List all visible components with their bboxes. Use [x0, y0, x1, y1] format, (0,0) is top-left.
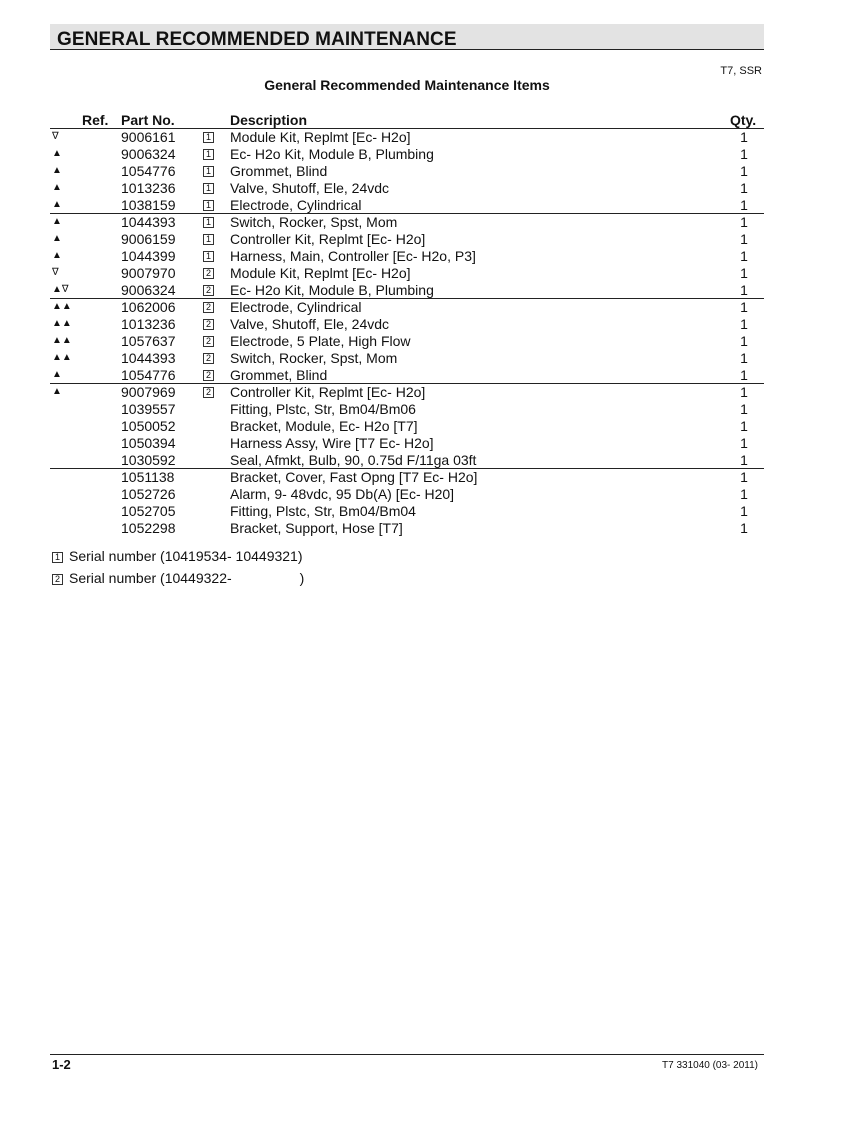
- table-row: [0, 333, 866, 350]
- description: Module Kit, Replmt [Ec- H2o]: [230, 129, 411, 145]
- description: Switch, Rocker, Spst, Mom: [230, 350, 398, 366]
- ref-marker: ▲: [52, 216, 62, 227]
- footer-divider: [50, 1054, 764, 1055]
- quantity: 1: [740, 503, 748, 519]
- description: Electrode, 5 Plate, High Flow: [230, 333, 411, 349]
- quantity: 1: [740, 401, 748, 417]
- serial-range-box-icon: 2: [203, 285, 214, 296]
- serial-range-box-icon: 1: [203, 217, 214, 228]
- footnote-serial-2: [52, 570, 304, 586]
- description: Electrode, Cylindrical: [230, 299, 362, 315]
- quantity: 1: [740, 265, 748, 281]
- description: Grommet, Blind: [230, 367, 328, 383]
- table-row: [0, 435, 866, 452]
- serial-range-box-icon: 2: [203, 319, 214, 330]
- part-number: 1044399: [121, 248, 176, 264]
- quantity: 1: [740, 452, 748, 468]
- quantity: 1: [740, 316, 748, 332]
- table-row: [0, 146, 866, 163]
- description: Alarm, 9- 48vdc, 95 Db(A) [Ec- H20]: [230, 486, 455, 502]
- part-number: 9006324: [121, 282, 176, 298]
- document-id: T7 331040 (03- 2011): [662, 1060, 758, 1071]
- table-row: [0, 299, 866, 316]
- footnote-text: Serial number (10419534- 10449321): [69, 548, 303, 564]
- table-row: [0, 231, 866, 248]
- page-number: 1-2: [52, 1057, 71, 1072]
- ref-marker: ∇: [52, 267, 59, 278]
- description: Switch, Rocker, Spst, Mom: [230, 214, 398, 230]
- ref-marker: ▲▲: [52, 318, 72, 329]
- description: Valve, Shutoff, Ele, 24vdc: [230, 316, 390, 332]
- part-number: 9006159: [121, 231, 176, 247]
- table-row: [0, 265, 866, 282]
- part-number: 9007969: [121, 384, 176, 400]
- part-number: 1054776: [121, 367, 176, 383]
- ref-marker: ▲: [52, 182, 62, 193]
- part-number: 1039557: [121, 401, 176, 417]
- part-number: 1052705: [121, 503, 176, 519]
- table-row: [0, 384, 866, 401]
- table-row: [0, 452, 866, 469]
- table-row: [0, 401, 866, 418]
- part-number: 9006161: [121, 129, 176, 145]
- description: Valve, Shutoff, Ele, 24vdc: [230, 180, 390, 196]
- quantity: 1: [740, 163, 748, 179]
- description: Seal, Afmkt, Bulb, 90, 0.75d F/11ga 03ft: [230, 452, 477, 468]
- serial-range-box-icon: 2: [203, 302, 214, 313]
- footnote-suffix: ): [299, 570, 305, 586]
- quantity: 1: [740, 486, 748, 502]
- description: Controller Kit, Replmt [Ec- H2o]: [230, 231, 426, 247]
- serial-range-box-icon: 1: [203, 200, 214, 211]
- description: Ec- H2o Kit, Module B, Plumbing: [230, 282, 434, 298]
- quantity: 1: [740, 282, 748, 298]
- part-number: 1050052: [121, 418, 176, 434]
- section-title: GENERAL RECOMMENDED MAINTENANCE: [57, 29, 457, 50]
- description: Module Kit, Replmt [Ec- H2o]: [230, 265, 411, 281]
- table-row: [0, 350, 866, 367]
- quantity: 1: [740, 350, 748, 366]
- ref-marker: ▲: [52, 386, 62, 397]
- description: Bracket, Cover, Fast Opng [T7 Ec- H2o]: [230, 469, 478, 485]
- model-tag: T7, SSR: [720, 65, 762, 77]
- table-row: [0, 316, 866, 333]
- footnote-text: Serial number (10449322-: [69, 570, 232, 586]
- part-number: 1013236: [121, 180, 176, 196]
- description: Fitting, Plstc, Str, Bm04/Bm04: [230, 503, 416, 519]
- part-number: 9007970: [121, 265, 176, 281]
- part-number: 1030592: [121, 452, 176, 468]
- ref-marker: ▲: [52, 369, 62, 380]
- quantity: 1: [740, 299, 748, 315]
- section-header-bar: [50, 24, 764, 50]
- ref-marker: ▲: [52, 148, 62, 159]
- table-row: [0, 129, 866, 146]
- description: Bracket, Module, Ec- H2o [T7]: [230, 418, 418, 434]
- serial-range-box-icon: 1: [203, 251, 214, 262]
- part-number: 1054776: [121, 163, 176, 179]
- part-number: 1013236: [121, 316, 176, 332]
- ref-marker: ▲: [52, 165, 62, 176]
- quantity: 1: [740, 384, 748, 400]
- parts-table-body: [0, 129, 866, 537]
- serial-range-box-icon: 2: [203, 370, 214, 381]
- description: Harness Assy, Wire [T7 Ec- H2o]: [230, 435, 434, 451]
- serial-range-box-icon: 2: [203, 353, 214, 364]
- table-row: [0, 486, 866, 503]
- part-number: 1052298: [121, 520, 176, 536]
- quantity: 1: [740, 469, 748, 485]
- table-row: [0, 214, 866, 231]
- description: Electrode, Cylindrical: [230, 197, 362, 213]
- description: Grommet, Blind: [230, 163, 328, 179]
- ref-marker: ▲: [52, 199, 62, 210]
- table-title: General Recommended Maintenance Items: [264, 77, 550, 93]
- serial-range-box-icon: 2: [203, 387, 214, 398]
- quantity: 1: [740, 435, 748, 451]
- quantity: 1: [740, 146, 748, 162]
- ref-marker: ▲∇: [52, 284, 69, 295]
- description: Ec- H2o Kit, Module B, Plumbing: [230, 146, 434, 162]
- ref-marker: ▲▲: [52, 301, 72, 312]
- table-row: [0, 180, 866, 197]
- part-number: 1057637: [121, 333, 176, 349]
- quantity: 1: [740, 129, 748, 145]
- part-number: 1044393: [121, 350, 176, 366]
- part-number: 1038159: [121, 197, 176, 213]
- quantity: 1: [740, 231, 748, 247]
- description: Controller Kit, Replmt [Ec- H2o]: [230, 384, 426, 400]
- part-number: 1052726: [121, 486, 176, 502]
- footnote-serial-1: [52, 548, 303, 564]
- serial-range-box-icon: 1: [203, 183, 214, 194]
- description: Fitting, Plstc, Str, Bm04/Bm06: [230, 401, 416, 417]
- serial-range-box-icon: 1: [203, 149, 214, 160]
- part-number: 1044393: [121, 214, 176, 230]
- column-header-description: Description: [230, 112, 308, 128]
- serial-range-box-icon: 2: [203, 268, 214, 279]
- description: Harness, Main, Controller [Ec- H2o, P3]: [230, 248, 476, 264]
- serial-range-box-icon: 1: [203, 132, 214, 143]
- column-header-part-no: Part No.: [121, 112, 175, 128]
- table-row: [0, 197, 866, 214]
- description: Bracket, Support, Hose [T7]: [230, 520, 403, 536]
- serial-range-box-icon: 2: [52, 574, 63, 585]
- quantity: 1: [740, 180, 748, 196]
- part-number: 1050394: [121, 435, 176, 451]
- quantity: 1: [740, 333, 748, 349]
- quantity: 1: [740, 418, 748, 434]
- serial-range-box-icon: 1: [203, 166, 214, 177]
- table-row: [0, 418, 866, 435]
- quantity: 1: [740, 197, 748, 213]
- ref-marker: ▲: [52, 233, 62, 244]
- quantity: 1: [740, 367, 748, 383]
- column-header-ref: Ref.: [82, 112, 109, 128]
- ref-marker: ▲▲: [52, 335, 72, 346]
- serial-range-box-icon: 1: [52, 552, 63, 563]
- quantity: 1: [740, 520, 748, 536]
- part-number: 9006324: [121, 146, 176, 162]
- column-header-qty: Qty.: [730, 112, 757, 128]
- part-number: 1051138: [121, 469, 175, 485]
- table-row: [0, 282, 866, 299]
- serial-range-box-icon: 1: [203, 234, 214, 245]
- ref-marker: ∇: [52, 131, 59, 142]
- table-row: [0, 367, 866, 384]
- serial-range-box-icon: 2: [203, 336, 214, 347]
- quantity: 1: [740, 214, 748, 230]
- ref-marker: ▲: [52, 250, 62, 261]
- table-row: [0, 469, 866, 486]
- quantity: 1: [740, 248, 748, 264]
- part-number: 1062006: [121, 299, 176, 315]
- table-row: [0, 503, 866, 520]
- table-row: [0, 248, 866, 265]
- ref-marker: ▲▲: [52, 352, 72, 363]
- table-row: [0, 520, 866, 537]
- table-row: [0, 163, 866, 180]
